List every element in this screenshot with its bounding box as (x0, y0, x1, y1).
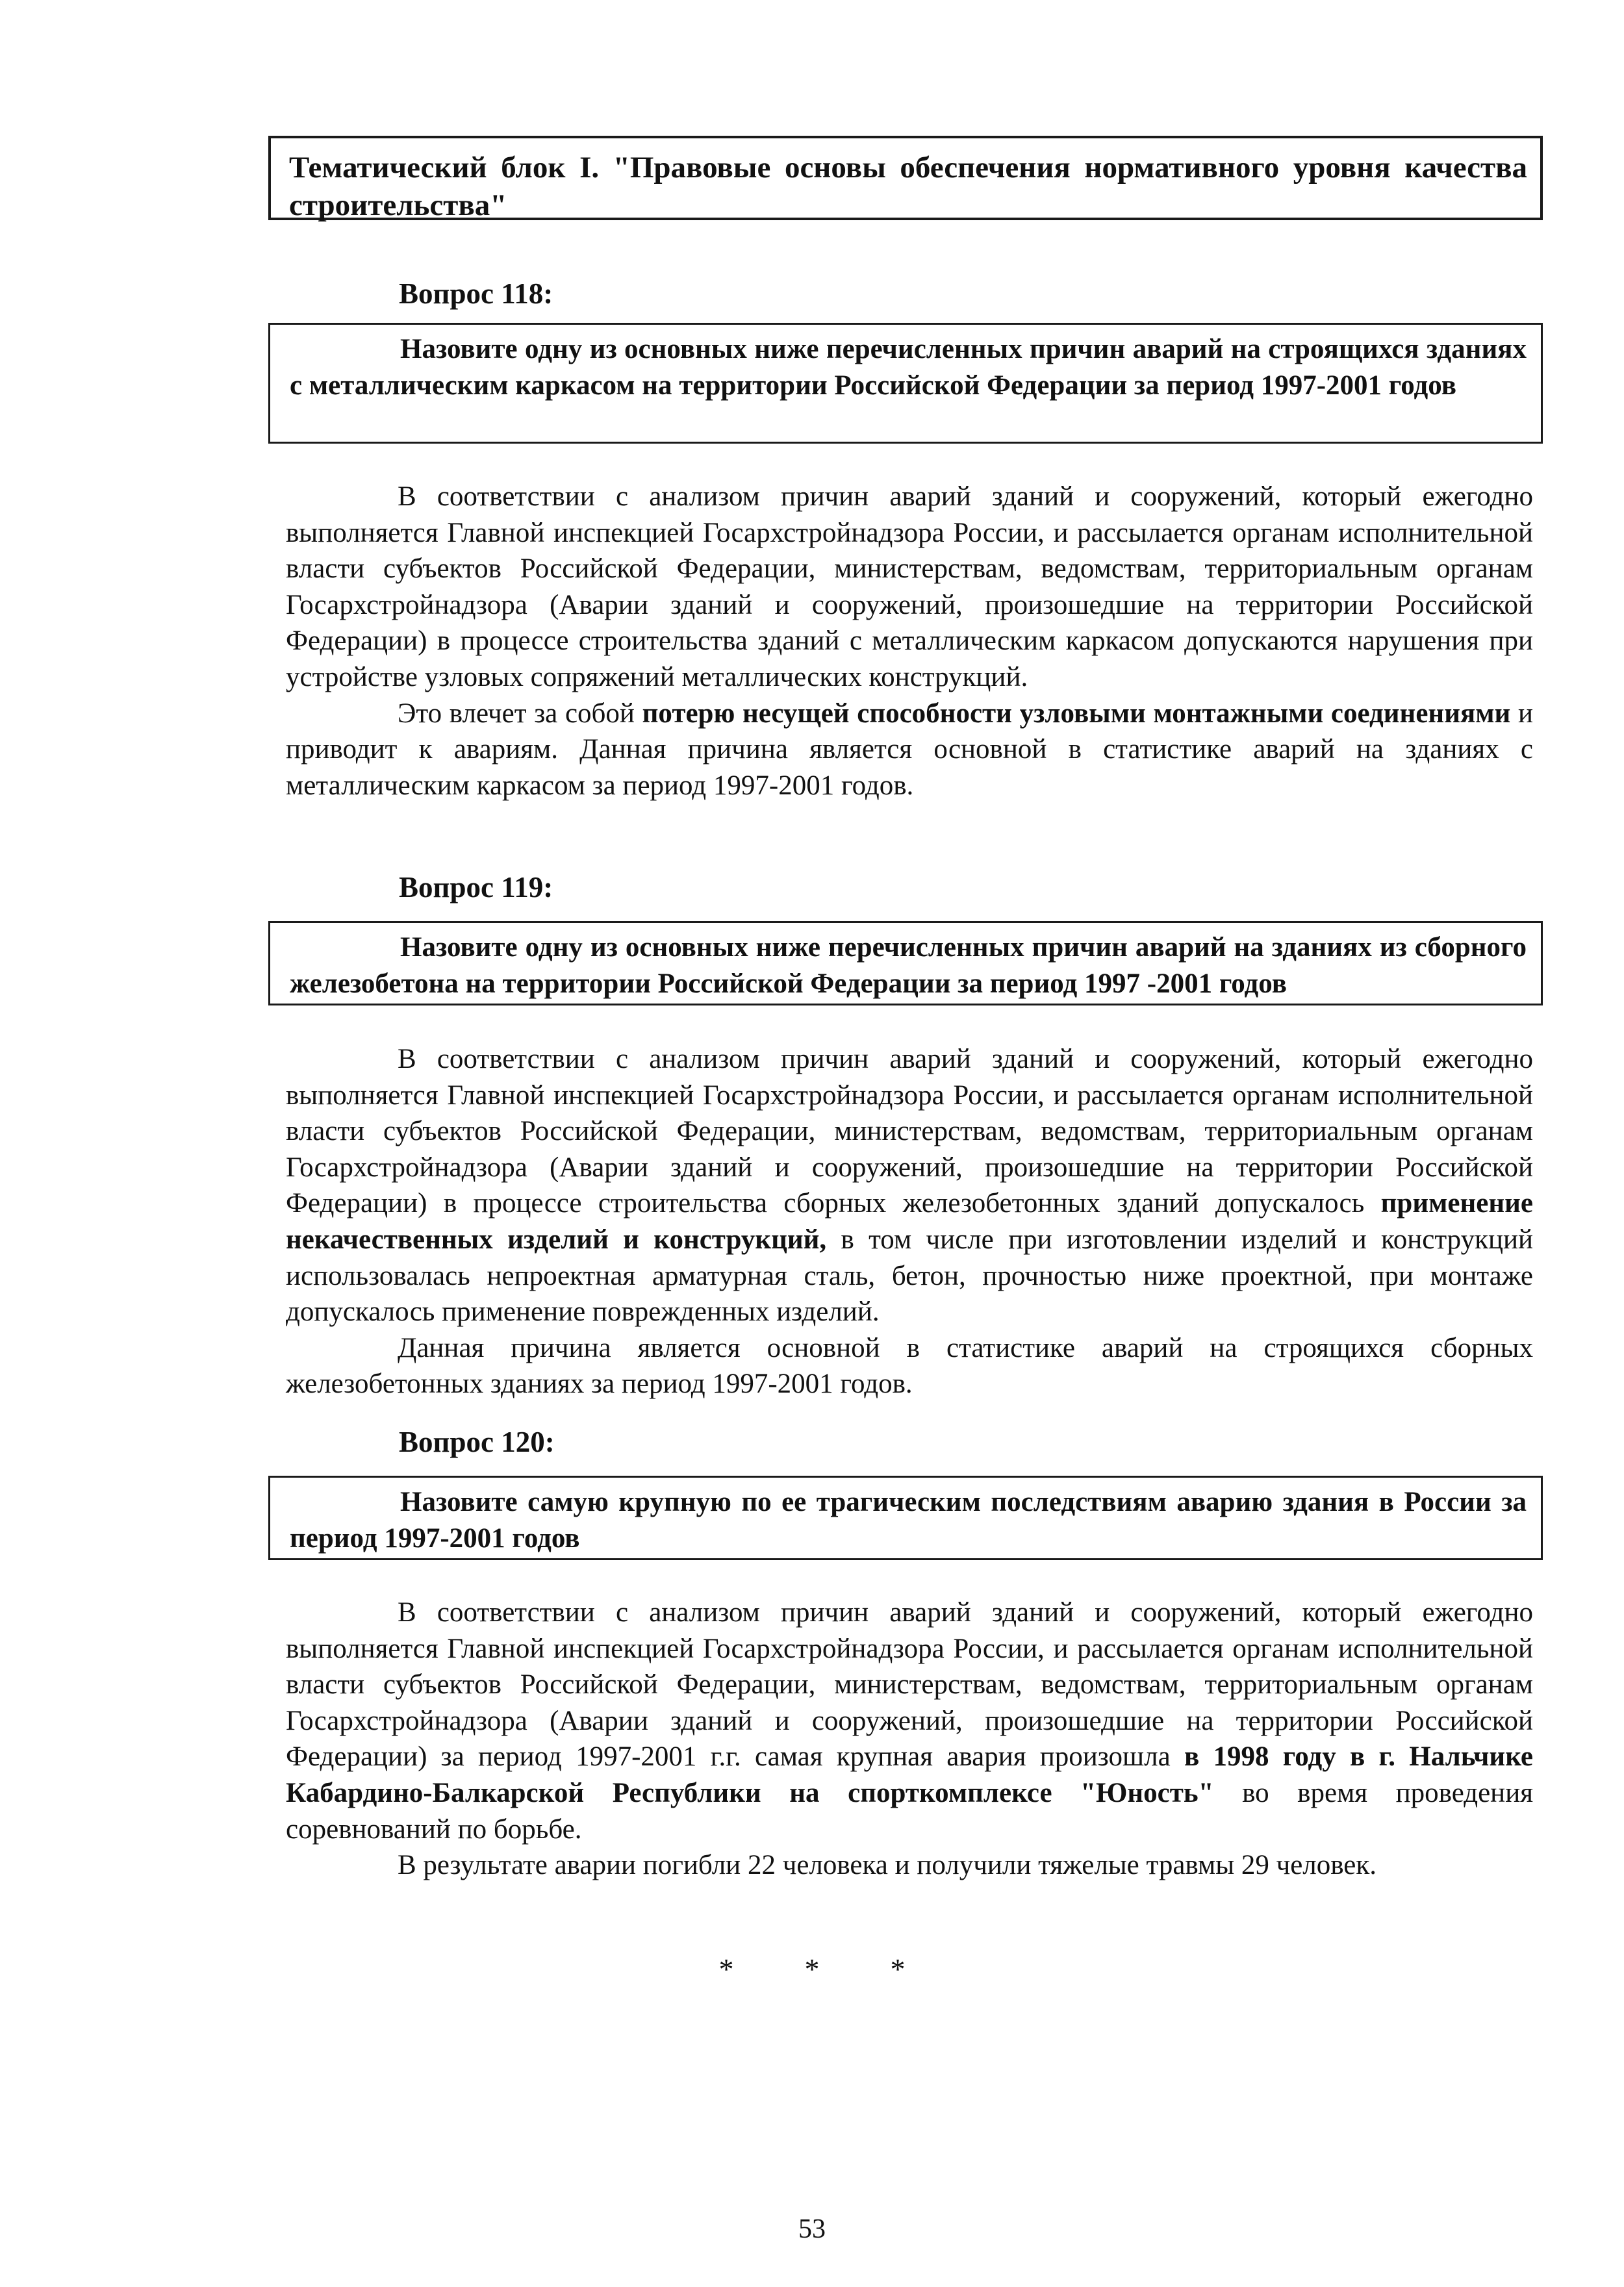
question-119-label: Вопрос 119: (399, 871, 553, 903)
answer-119 (286, 1041, 1533, 1402)
answer-118-p2-lead: Это влечет за собой (398, 698, 642, 729)
answer-119-p1-lead: В соответствии с анализом причин аварий зданий и сооружений, который ежегодно выполняется Главной инспекцией Госархстройнадзора России, и рассылается органам исполнительной власти субъектов Российской Федерации, министерствам, ведомствам, территориальным органам Госархстройнадзора (Аварии зданий и сооружений, произошедшие на территории Российской Федерации) в процессе строительства сборных железобетонных зданий допускалось (286, 1044, 1533, 1219)
question-120-box (268, 1476, 1543, 1560)
answer-118-p2-tail: и приводит к авариям. Данная причина является основной в статистике аварий на зданиях с металлическим каркасом за период 1997-2001 годов. (286, 698, 1533, 801)
thematic-block-title-box (268, 136, 1543, 220)
answer-119-p1-tail: в том числе при изготовлении изделий и конструкций использовалась непроектная арматурная сталь, бетон, прочностью ниже проектной, при монтаже допускалось применение поврежденных изделий. (286, 1224, 1534, 1328)
answer-119-paragraph-2: Данная причина является основной в статистике аварий на строящихся сборных железобетонных зданиях за период 1997-2001 годов. (286, 1332, 1533, 1400)
section-separator (0, 1952, 1624, 1986)
answer-120 (286, 1595, 1533, 1884)
question-118-box (268, 323, 1543, 444)
question-119-text: Назовите одну из основных ниже перечисленных причин аварий на зданиях из сборного железобетона на территории Российской Федерации за период 1997 -2001 годов (290, 932, 1527, 999)
answer-118-paragraph-1: В соответствии с анализом причин аварий зданий и сооружений, который ежегодно выполняется Главной инспекцией Госархстройнадзора России, и рассылается органам исполнительной власти субъектов Российской Федерации, министерствам, ведомствам, территориальным органам Госархстройнадзора (Аварии зданий и сооружений, произошедшие на территории Российской Федерации) в процессе строительства зданий с металлическим каркасом допускаются нарушения при устройстве узловых сопряжений металлических конструкций. (286, 481, 1533, 692)
answer-120-p1-lead: В соответствии с анализом причин аварий зданий и сооружений, который ежегодно выполняется Главной инспекцией Госархстройнадзора России, и рассылается органам исполнительной власти субъектов Российской Федерации, министерствам, ведомствам, территориальным органам Госархстройнадзора (Аварии зданий и сооружений, произошедшие на территории Российской Федерации) за период 1997-2001 г.г. самая крупная авария произошла (286, 1597, 1533, 1773)
answer-120-paragraph-2: В результате аварии погибли 22 человека и получили тяжелые травмы 29 человек. (398, 1850, 1377, 1881)
answer-118-paragraph-2 (286, 696, 1533, 804)
question-118-text: Назовите одну из основных ниже перечисленных причин аварий на строящихся зданиях с металлическим каркасом на территории Российской Федерации за период 1997-2001 годов (290, 334, 1527, 401)
answer-120-paragraph-1 (286, 1595, 1533, 1847)
answer-118-key-phrase: потерю несущей способности узловыми монтажными соединениями (642, 698, 1511, 729)
separator-star: * (804, 1952, 820, 1986)
question-120-text: Назовите самую крупную по ее трагическим последствиям аварию здания в России за период 1997-2001 годов (290, 1487, 1527, 1554)
answer-119-key-phrase: применение некачественных изделий и конструкций, (286, 1188, 1533, 1255)
question-119-box (268, 921, 1543, 1005)
question-118-label: Вопрос 118: (399, 277, 553, 310)
separator-star: * (718, 1952, 734, 1986)
answer-118 (286, 479, 1533, 803)
page-number: 53 (798, 2214, 826, 2244)
question-120-label: Вопрос 120: (399, 1426, 555, 1458)
separator-star: * (890, 1952, 906, 1986)
answer-120-key-phrase: в 1998 году в г. Нальчике Кабардино-Балкарской Республики на спорткомплексе "Юность" (286, 1741, 1533, 1808)
answer-120-p1-tail: во время проведения соревнований по борьбе. (286, 1777, 1533, 1845)
thematic-block-title: Тематический блок I. "Правовые основы обеспечения нормативного уровня качества строительства" (289, 151, 1527, 222)
answer-119-paragraph-1 (286, 1041, 1533, 1330)
